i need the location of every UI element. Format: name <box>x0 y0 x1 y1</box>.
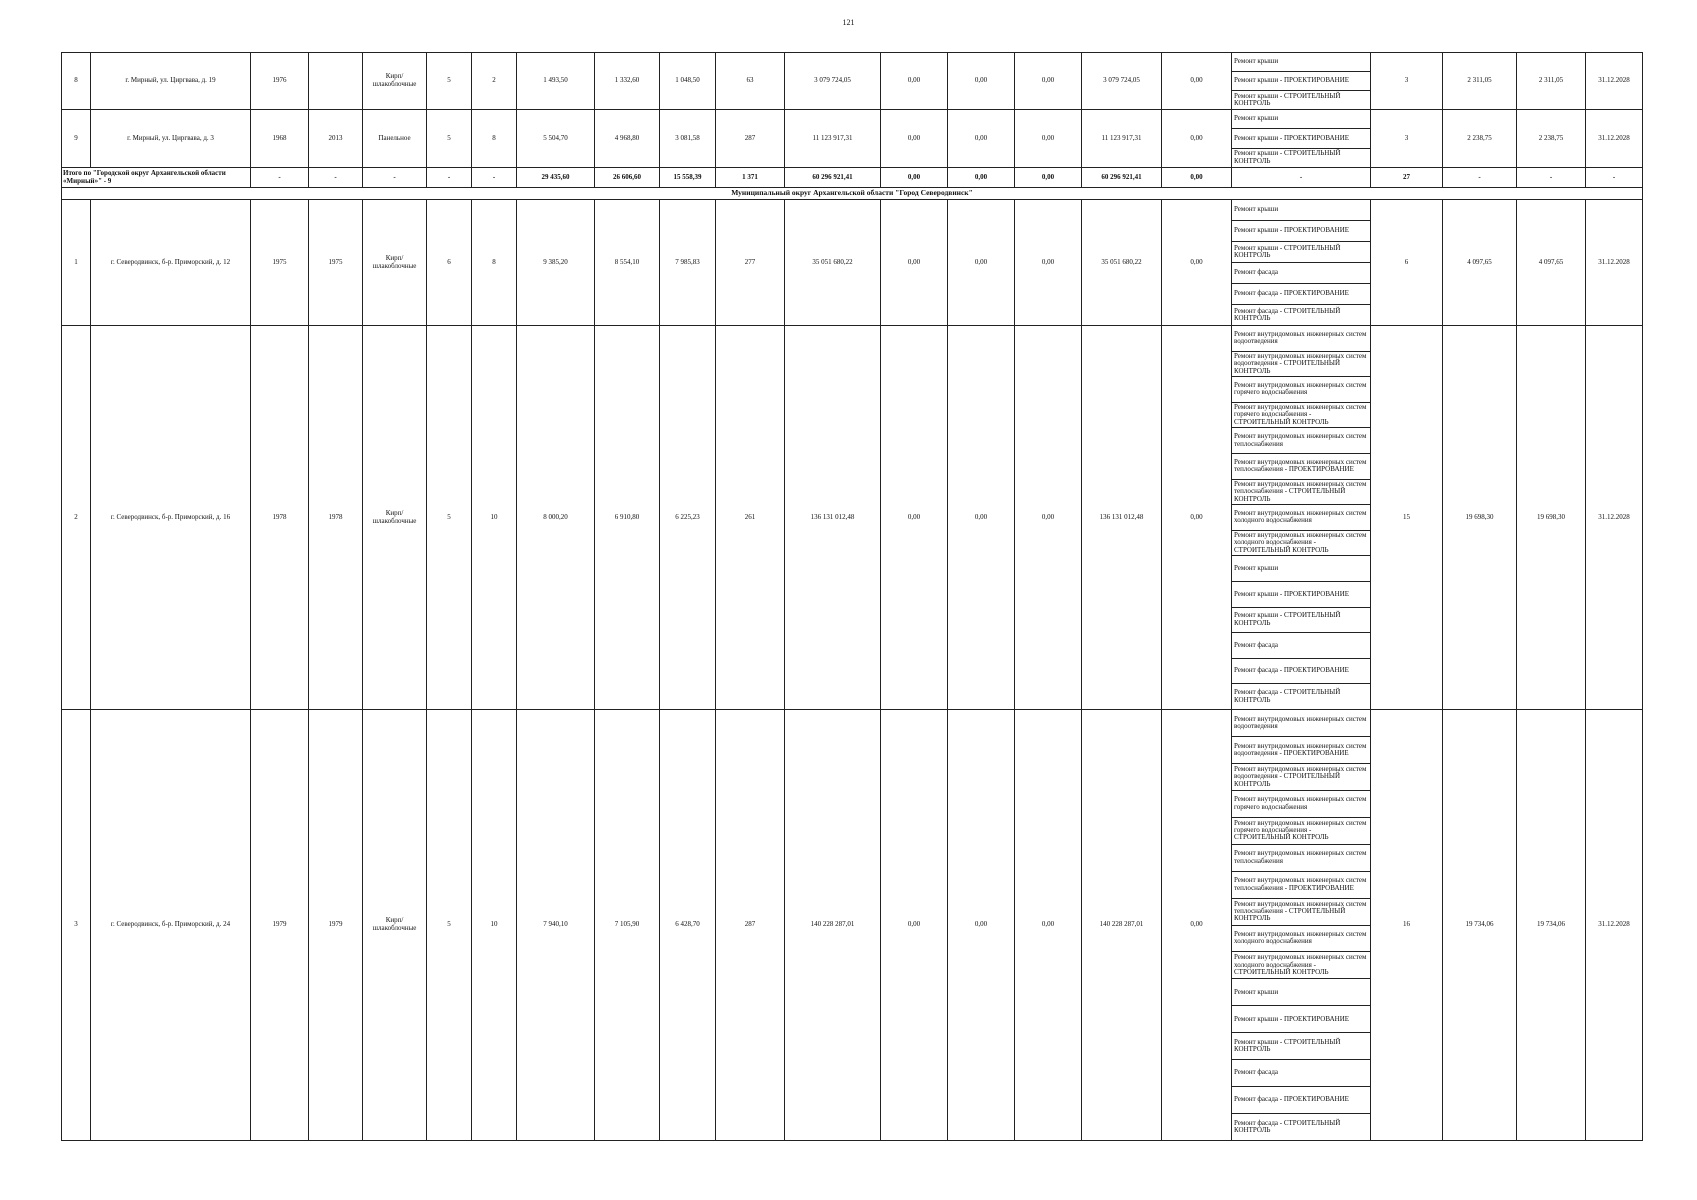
total-c1: - <box>251 168 309 188</box>
works-list <box>1232 326 1370 709</box>
cell-year-reconstr: 1975 <box>309 200 363 326</box>
cell-cost-total: 136 131 012,48 <box>785 326 881 710</box>
cell-residents: 287 <box>716 710 785 1141</box>
work-item: Ремонт внутридомовых инженерных систем горячего водоснабжения - СТРОИТЕЛЬНЫЙ КОНТРОЛЬ <box>1232 818 1370 845</box>
work-item: Ремонт крыши - ПРОЕКТИРОВАНИЕ <box>1232 221 1370 242</box>
work-item: Ремонт внутридомовых инженерных систем водоотведения - СТРОИТЕЛЬНЫЙ КОНТРОЛЬ <box>1232 764 1370 791</box>
work-item: Ремонт крыши <box>1232 53 1370 72</box>
total-limit-sqm: - <box>1517 168 1586 188</box>
cell-fund-mun: 0,00 <box>1015 110 1082 168</box>
work-item: Ремонт крыши - ПРОЕКТИРОВАНИЕ <box>1232 129 1370 148</box>
work-item: Ремонт крыши - СТРОИТЕЛЬНЫЙ КОНТРОЛЬ <box>1232 242 1370 263</box>
work-item: Ремонт фасада - ПРОЕКТИРОВАНИЕ <box>1232 659 1370 685</box>
cell-limit-sqm: 19 734,06 <box>1517 710 1586 1141</box>
cell-works <box>1232 200 1371 326</box>
cell-address: г. Мирный, ул. Циргвава, д. 3 <box>91 110 251 168</box>
work-item: Ремонт крыши - СТРОИТЕЛЬНЫЙ КОНТРОЛЬ <box>1232 608 1370 634</box>
work-item: Ремонт внутридомовых инженерных систем холодного водоснабжения - СТРОИТЕЛЬНЫЙ КОНТРОЛЬ <box>1232 531 1370 557</box>
work-item: Ремонт крыши - ПРОЕКТИРОВАНИЕ <box>1232 72 1370 91</box>
work-item: Ремонт внутридомовых инженерных систем теплоснабжения - СТРОИТЕЛЬНЫЙ КОНТРОЛЬ <box>1232 480 1370 506</box>
cell-limit-sqm: 2 311,05 <box>1517 53 1586 110</box>
house-row <box>62 326 1643 710</box>
work-item: Ремонт внутридомовых инженерных систем горячего водоснабжения <box>1232 791 1370 818</box>
cell-area-res: 7 985,83 <box>660 200 716 326</box>
work-item: Ремонт фасада - ПРОЕКТИРОВАНИЕ <box>1232 1087 1370 1114</box>
cell-num: 3 <box>62 710 91 1141</box>
cell-residents: 287 <box>716 110 785 168</box>
cell-cost-total: 11 123 917,31 <box>785 110 881 168</box>
total-fund-reg: 0,00 <box>948 168 1015 188</box>
cell-fund-mun: 0,00 <box>1015 710 1082 1141</box>
works-list <box>1232 710 1370 1140</box>
cell-fund-mun: 0,00 <box>1015 326 1082 710</box>
work-item: Ремонт фасада - ПРОЕКТИРОВАНИЕ <box>1232 284 1370 305</box>
cell-works-count: 6 <box>1371 200 1443 326</box>
total-cost-total: 60 296 921,41 <box>785 168 881 188</box>
total-label: Итого по "Городской округ Архангельской области «Мирный»" - 9 <box>62 168 251 188</box>
cell-entrances: 8 <box>472 200 517 326</box>
cell-area-rooms: 7 105,90 <box>595 710 660 1141</box>
cell-year-reconstr: 1979 <box>309 710 363 1141</box>
cell-area-res: 3 081,58 <box>660 110 716 168</box>
cell-works-count: 3 <box>1371 110 1443 168</box>
total-residents: 1 371 <box>716 168 785 188</box>
cell-limit-sqm: 19 698,30 <box>1517 326 1586 710</box>
cell-cost-sqm: 2 238,75 <box>1443 110 1517 168</box>
cell-cost-sqm: 19 698,30 <box>1443 326 1517 710</box>
work-item: Ремонт фасада - СТРОИТЕЛЬНЫЙ КОНТРОЛЬ <box>1234 306 1341 322</box>
cell-works <box>1232 710 1371 1141</box>
section-title: Муниципальный округ Архангельской области "Город Северодвинск" <box>62 188 1643 200</box>
house-row <box>62 110 1643 168</box>
work-item: Ремонт фасада <box>1232 263 1370 284</box>
total-row <box>62 168 1643 188</box>
cell-deadline: 31.12.2028 <box>1586 710 1643 1141</box>
cell-limit-sqm: 2 238,75 <box>1517 110 1586 168</box>
work-item: Ремонт крыши - СТРОИТЕЛЬНЫЙ КОНТРОЛЬ <box>1234 149 1341 165</box>
cell-year-built: 1978 <box>251 326 309 710</box>
work-item: Ремонт внутридомовых инженерных систем водоотведения - ПРОЕКТИРОВАНИЕ <box>1232 737 1370 764</box>
cell-area-res: 1 048,50 <box>660 53 716 110</box>
cell-fund-owners: 3 079 724,05 <box>1082 53 1162 110</box>
house-row <box>62 53 1643 110</box>
total-c4: - <box>427 168 472 188</box>
cell-area-rooms: 8 554,10 <box>595 200 660 326</box>
cell-fund-owners: 140 228 287,01 <box>1082 710 1162 1141</box>
cell-works <box>1232 53 1371 110</box>
work-item: Ремонт крыши - ПРОЕКТИРОВАНИЕ <box>1232 582 1370 608</box>
house-row <box>62 710 1643 1141</box>
cell-deadline: 31.12.2028 <box>1586 326 1643 710</box>
cell-address: г. Северодвинск, б-р. Приморский, д. 12 <box>91 200 251 326</box>
cell-year-reconstr <box>309 53 363 110</box>
total-area-total: 29 435,60 <box>517 168 595 188</box>
total-c2: - <box>309 168 363 188</box>
cell-wall: Кирп/ шлакоблочные <box>363 53 427 110</box>
cell-area-total: 7 940,10 <box>517 710 595 1141</box>
cell-fund-reg: 0,00 <box>948 200 1015 326</box>
cell-year-reconstr: 1978 <box>309 326 363 710</box>
cell-area-rooms: 4 968,80 <box>595 110 660 168</box>
cell-fund-reg: 0,00 <box>948 710 1015 1141</box>
cell-fund-fed: 0,00 <box>881 110 948 168</box>
cell-num: 1 <box>62 200 91 326</box>
cell-address: г. Северодвинск, б-р. Приморский, д. 16 <box>91 326 251 710</box>
cell-residents: 261 <box>716 326 785 710</box>
work-item: Ремонт внутридомовых инженерных систем холодного водоснабжения - СТРОИТЕЛЬНЫЙ КОНТРОЛЬ <box>1232 952 1370 979</box>
total-area-res: 15 558,39 <box>660 168 716 188</box>
page-number: 121 <box>842 18 855 27</box>
work-item: Ремонт крыши <box>1232 556 1370 582</box>
cell-year-built: 1979 <box>251 710 309 1141</box>
cell-works <box>1232 326 1371 710</box>
cell-fund-fed: 0,00 <box>881 200 948 326</box>
cell-wall: Кирп/ шлакоблочные <box>363 710 427 1141</box>
total-c3: - <box>363 168 427 188</box>
cell-floors: 6 <box>427 200 472 326</box>
work-item: Ремонт внутридомовых инженерных систем теплоснабжения - ПРОЕКТИРОВАНИЕ <box>1232 454 1370 480</box>
work-item: Ремонт внутридомовых инженерных систем водоотведения - СТРОИТЕЛЬНЫЙ КОНТРОЛЬ <box>1232 352 1370 378</box>
work-item: Ремонт фасада - СТРОИТЕЛЬНЫЙ КОНТРОЛЬ <box>1234 688 1341 704</box>
cell-fund-other: 0,00 <box>1162 710 1232 1141</box>
cell-entrances: 2 <box>472 53 517 110</box>
cell-floors: 5 <box>427 710 472 1141</box>
cell-entrances: 8 <box>472 110 517 168</box>
work-item: Ремонт фасада <box>1232 1060 1370 1087</box>
cell-fund-reg: 0,00 <box>948 53 1015 110</box>
total-area-rooms: 26 606,60 <box>595 168 660 188</box>
house-row <box>62 200 1643 326</box>
work-item: Ремонт внутридомовых инженерных систем холодного водоснабжения <box>1232 926 1370 953</box>
cell-address: г. Мирный, ул. Циргвава, д. 19 <box>91 53 251 110</box>
total-fund-owners: 60 296 921,41 <box>1082 168 1162 188</box>
cell-fund-reg: 0,00 <box>948 326 1015 710</box>
cell-cost-sqm: 4 097,65 <box>1443 200 1517 326</box>
work-item: Ремонт внутридомовых инженерных систем холодного водоснабжения <box>1232 505 1370 531</box>
cell-area-rooms: 1 332,60 <box>595 53 660 110</box>
cell-area-total: 1 493,50 <box>517 53 595 110</box>
total-c5: - <box>472 168 517 188</box>
work-item: Ремонт крыши - ПРОЕКТИРОВАНИЕ <box>1232 1006 1370 1033</box>
total-fund-other: 0,00 <box>1162 168 1232 188</box>
cell-fund-reg: 0,00 <box>948 110 1015 168</box>
cell-fund-fed: 0,00 <box>881 326 948 710</box>
total-works: - <box>1232 168 1371 188</box>
cell-fund-other: 0,00 <box>1162 200 1232 326</box>
cell-fund-fed: 0,00 <box>881 53 948 110</box>
cell-cost-sqm: 19 734,06 <box>1443 710 1517 1141</box>
cell-floors: 5 <box>427 110 472 168</box>
cell-area-res: 6 428,70 <box>660 710 716 1141</box>
cell-works <box>1232 110 1371 168</box>
cell-address: г. Северодвинск, б-р. Приморский, д. 24 <box>91 710 251 1141</box>
cell-year-built: 1975 <box>251 200 309 326</box>
work-item: Ремонт внутридомовых инженерных систем горячего водоснабжения <box>1232 377 1370 403</box>
cell-cost-total: 35 051 680,22 <box>785 200 881 326</box>
cell-cost-total: 140 228 287,01 <box>785 710 881 1141</box>
cell-area-total: 9 385,20 <box>517 200 595 326</box>
cell-deadline: 31.12.2028 <box>1586 53 1643 110</box>
cell-num: 9 <box>62 110 91 168</box>
cell-wall: Панельное <box>363 110 427 168</box>
cell-fund-mun: 0,00 <box>1015 200 1082 326</box>
work-item: Ремонт крыши - СТРОИТЕЛЬНЫЙ КОНТРОЛЬ <box>1232 1033 1370 1060</box>
works-list <box>1232 200 1370 325</box>
cell-area-res: 6 225,23 <box>660 326 716 710</box>
cell-area-total: 5 504,70 <box>517 110 595 168</box>
cell-num: 8 <box>62 53 91 110</box>
cell-wall: Кирп/ шлакоблочные <box>363 200 427 326</box>
work-item: Ремонт крыши <box>1232 200 1370 221</box>
capital-repair-table <box>61 52 1643 1141</box>
works-list <box>1232 110 1370 167</box>
cell-fund-mun: 0,00 <box>1015 53 1082 110</box>
section-row <box>62 188 1643 200</box>
cell-fund-owners: 11 123 917,31 <box>1082 110 1162 168</box>
cell-entrances: 10 <box>472 326 517 710</box>
cell-fund-owners: 35 051 680,22 <box>1082 200 1162 326</box>
work-item: Ремонт крыши <box>1232 979 1370 1006</box>
cell-residents: 63 <box>716 53 785 110</box>
work-item: Ремонт внутридомовых инженерных систем горячего водоснабжения - СТРОИТЕЛЬНЫЙ КОНТРОЛЬ <box>1232 403 1370 429</box>
cell-cost-sqm: 2 311,05 <box>1443 53 1517 110</box>
cell-year-reconstr: 2013 <box>309 110 363 168</box>
work-item: Ремонт внутридомовых инженерных систем водоотведения <box>1232 326 1370 352</box>
works-list <box>1232 53 1370 109</box>
cell-area-rooms: 6 910,80 <box>595 326 660 710</box>
total-works-count: 27 <box>1371 168 1443 188</box>
total-fund-fed: 0,00 <box>881 168 948 188</box>
cell-num: 2 <box>62 326 91 710</box>
work-item: Ремонт внутридомовых инженерных систем теплоснабжения - ПРОЕКТИРОВАНИЕ <box>1232 872 1370 899</box>
cell-floors: 5 <box>427 53 472 110</box>
work-item: Ремонт внутридомовых инженерных систем водоотведения <box>1232 710 1370 737</box>
total-deadline: - <box>1586 168 1643 188</box>
cell-works-count: 16 <box>1371 710 1443 1141</box>
cell-year-built: 1968 <box>251 110 309 168</box>
cell-fund-other: 0,00 <box>1162 53 1232 110</box>
cell-year-built: 1976 <box>251 53 309 110</box>
cell-deadline: 31.12.2028 <box>1586 110 1643 168</box>
cell-deadline: 31.12.2028 <box>1586 200 1643 326</box>
cell-floors: 5 <box>427 326 472 710</box>
cell-fund-owners: 136 131 012,48 <box>1082 326 1162 710</box>
cell-fund-other: 0,00 <box>1162 110 1232 168</box>
cell-limit-sqm: 4 097,65 <box>1517 200 1586 326</box>
cell-works-count: 15 <box>1371 326 1443 710</box>
cell-fund-other: 0,00 <box>1162 326 1232 710</box>
cell-residents: 277 <box>716 200 785 326</box>
cell-wall: Кирп/ шлакоблочные <box>363 326 427 710</box>
cell-cost-total: 3 079 724,05 <box>785 53 881 110</box>
work-item: Ремонт фасада <box>1232 633 1370 659</box>
work-item: Ремонт крыши - СТРОИТЕЛЬНЫЙ КОНТРОЛЬ <box>1234 91 1341 107</box>
work-item: Ремонт внутридомовых инженерных систем теплоснабжения <box>1232 845 1370 872</box>
work-item: Ремонт внутридомовых инженерных систем теплоснабжения <box>1232 428 1370 454</box>
cell-works-count: 3 <box>1371 53 1443 110</box>
cell-area-total: 8 000,20 <box>517 326 595 710</box>
total-cost-sqm: - <box>1443 168 1517 188</box>
work-item: Ремонт внутридомовых инженерных систем теплоснабжения - СТРОИТЕЛЬНЫЙ КОНТРОЛЬ <box>1232 899 1370 926</box>
total-fund-mun: 0,00 <box>1015 168 1082 188</box>
work-item: Ремонт крыши <box>1232 110 1370 129</box>
work-item: Ремонт фасада - СТРОИТЕЛЬНЫЙ КОНТРОЛЬ <box>1234 1118 1341 1135</box>
cell-entrances: 10 <box>472 710 517 1141</box>
cell-fund-fed: 0,00 <box>881 710 948 1141</box>
